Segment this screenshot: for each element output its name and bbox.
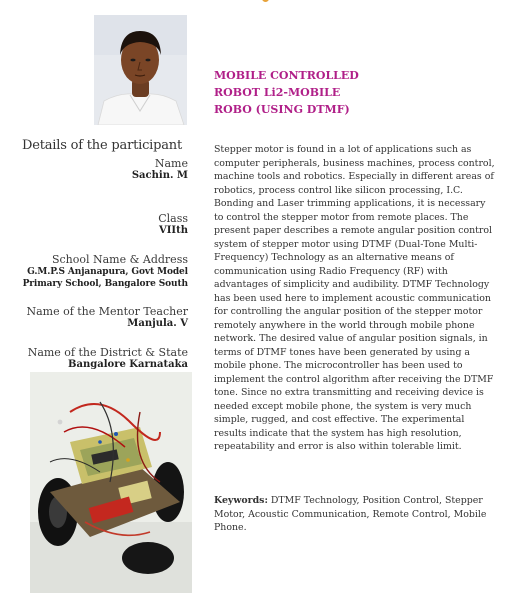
abstract-line: needed except mobile phone, the system is very much (214, 400, 472, 412)
abstract-line: system of stepper motor using DTMF (Dual-Tone Multi- (214, 238, 478, 250)
district-value: Bangalore Karnataka (68, 359, 188, 370)
keywords-line-2: Motor, Acoustic Communication, Remote Control, Mobile (214, 508, 487, 520)
project-title (214, 67, 474, 118)
district-field (28, 346, 188, 371)
keywords (214, 494, 496, 535)
abstract-line: Bonding and Laser trimming applications, it is necessary (214, 198, 486, 209)
name-label: Name (154, 157, 188, 170)
abstract-line: mobile phone. The microcontroller has been used to (214, 360, 463, 371)
abstract-line: remotely anywhere in the world through mobile phone (214, 319, 475, 331)
mentor-label: Name of the Mentor Teacher (26, 305, 188, 318)
abstract-line: for controlling the angular position of the stepper motor (214, 306, 483, 317)
school-value-line-1: G.M.P.S Anjanapura, Govt Model (27, 267, 188, 277)
keywords-line-1 (214, 494, 496, 508)
class-label: Class (158, 212, 188, 225)
title-line-3: ROBO (USING DTMF) (214, 103, 350, 116)
abstract-line: results indicate that the system has high resolution, (214, 427, 462, 439)
title-line-2: ROBOT Li2-MOBILE (214, 86, 341, 99)
abstract-line: Stepper motor is found in a lot of applications such as (214, 144, 472, 155)
abstract-text (214, 143, 496, 454)
keywords-line-3: Phone. (214, 522, 247, 533)
abstract-line: to control the stepper motor from remote places. The (214, 211, 469, 223)
abstract-line: robotics, process control like silicon processing, I.C. (214, 184, 463, 196)
abstract-line: network. The desired value of angular position signals, in (214, 333, 488, 344)
mentor-value: Manjula. V (127, 318, 188, 329)
robot-photo-graphic (30, 372, 192, 593)
participant-photo-graphic (94, 15, 187, 125)
abstract-line: present paper describes a remote angular position control (214, 225, 493, 236)
class-value: VIIth (158, 225, 188, 236)
keywords-text-1: DTMF Technology, Position Control, Stepper (267, 495, 483, 506)
participant-photo (94, 15, 187, 125)
details-heading: Details of the participant (22, 138, 182, 153)
abstract-line: machine tools and robotics. Especially in different areas of (214, 171, 494, 182)
abstract-line: tone. Since no extra transmitting and receiving device is (214, 387, 484, 398)
abstract-line: implement the control algorithm after receiving the DTMF (214, 373, 494, 385)
school-value-line-2: Primary School, Bangalore South (22, 279, 188, 289)
school-field (23, 253, 188, 290)
name-value: Sachin. M (131, 170, 188, 181)
decorative-mark (262, 0, 269, 2)
abstract-line: computer peripherals, business machines, process control, (214, 157, 495, 169)
abstract-line: Frequency) Technology as an alternative means of (214, 252, 454, 263)
abstract-line: has been used here to implement acoustic communication (214, 292, 491, 304)
abstract-line: terms of DTMF tones have been generated by using a (214, 346, 471, 358)
robot-photo (30, 372, 192, 593)
keywords-label: Keywords: (214, 495, 268, 506)
abstract-line: communication using Radio Frequency (RF) with (214, 265, 448, 277)
abstract-line: repeatability and error is also within tolerable limit. (214, 441, 462, 452)
district-label: Name of the District & State (27, 346, 188, 359)
school-label: School Name & Address (51, 253, 188, 266)
mentor-field (26, 305, 188, 330)
abstract-line: simple, rugged, and cost effective. The experimental (214, 414, 465, 425)
title-line-1: MOBILE CONTROLLED (214, 69, 359, 82)
abstract-line: advantages of simplicity and audibility. DTMF Technology (214, 279, 490, 290)
name-field (132, 157, 188, 182)
class-field (158, 212, 188, 237)
